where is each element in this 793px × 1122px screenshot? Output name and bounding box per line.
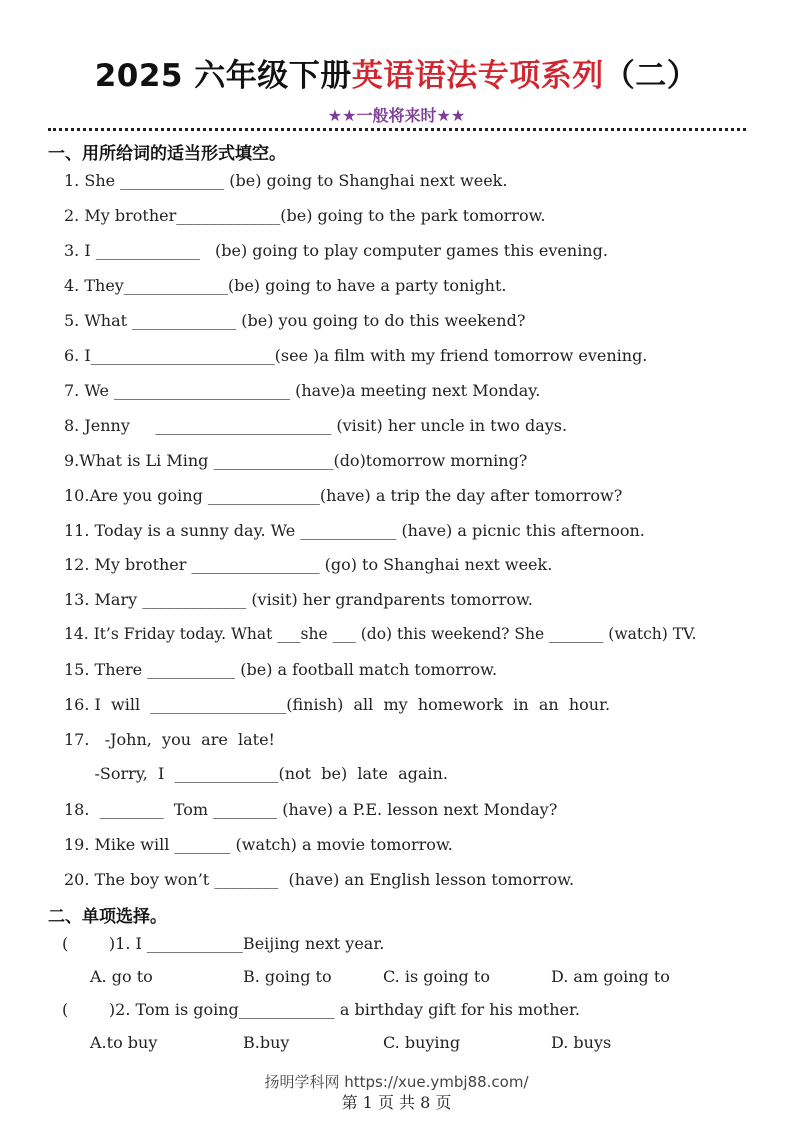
exercise-line: 20. The boy won’t ________ (have) an English lesson tomorrow. [64,870,575,889]
choice-option-c: C. is going to [383,967,490,986]
choice-option-d: D. buys [551,1033,612,1052]
exercise-line: 17. -John, you are late! [64,730,275,749]
exercise-line: 11. Today is a sunny day. We ____________ (have) a picnic this afternoon. [64,521,645,540]
exercise-line: 16. I will _________________(finish) all my homework in an hour. [64,695,611,714]
page-subtitle: ★★一般将来时★★ [327,106,466,125]
exercise-line: 13. Mary _____________ (visit) her grandparents tomorrow. [64,590,533,609]
title-series: 英语语法专项系列 [351,58,604,94]
choice-option-b: B.buy [243,1033,290,1052]
exercise-line: 6. I_______________________(see )a film with my friend tomorrow evening. [64,346,648,365]
choice-option-c: C. buying [383,1033,461,1052]
exercise-line: 1. She _____________ (be) going to Shanghai next week. [64,171,508,190]
section1-heading: 一、用所给词的适当形式填空。 [48,144,286,164]
dotted-divider [48,128,746,131]
exercise-line: 15. There ___________ (be) a football match tomorrow. [64,660,498,679]
choice-question-stem: ( )2. Tom is going____________ a birthday gift for his mother. [62,1000,580,1019]
exercise-line: 8. Jenny ______________________ (visit) her uncle in two days. [64,416,568,435]
choice-option-b: B. going to [243,967,332,986]
choice-option-d: D. am going to [551,967,670,986]
exercise-line: 4. They_____________(be) going to have a party tonight. [64,276,507,295]
choice-option-a: A.to buy [90,1033,158,1052]
exercise-line: 14. It’s Friday today. What ___she ___ (do) this weekend? She _______ (watch) TV. [64,625,697,643]
exercise-line: 2. My brother_____________(be) going to the park tomorrow. [64,206,546,225]
exercise-line: 10.Are you going ______________(have) a trip the day after tomorrow? [64,486,623,505]
exercise-line: 18. ________ Tom ________ (have) a P.E. lesson next Monday? [64,800,558,819]
exercise-line: 3. I _____________ (be) going to play computer games this evening. [64,241,608,260]
page-title [0,50,793,95]
choice-question-stem: ( )1. I ____________Beijing next year. [62,934,385,953]
section2-heading: 二、单项选择。 [48,907,167,927]
title-grade: 2025 六年级下册 [94,58,352,94]
exercise-line: 12. My brother ________________ (go) to Shanghai next week. [64,555,553,574]
exercise-line: 5. What _____________ (be) you going to do this weekend? [64,311,526,330]
footer-watermark-link[interactable]: 扬明学科网 https://xue.ymbj88.com/ [264,1073,529,1091]
exercise-line: -Sorry, I _____________(not be) late again. [64,764,448,783]
page-number: 第 1 页 共 8 页 [341,1093,452,1112]
choice-option-a: A. go to [90,967,153,986]
title-number: （二） [603,58,699,94]
exercise-line: 9.What is Li Ming _______________(do)tomorrow morning? [64,451,528,470]
exercise-line: 7. We ______________________ (have)a meeting next Monday. [64,381,541,400]
exercise-line: 19. Mike will _______ (watch) a movie tomorrow. [64,835,453,854]
